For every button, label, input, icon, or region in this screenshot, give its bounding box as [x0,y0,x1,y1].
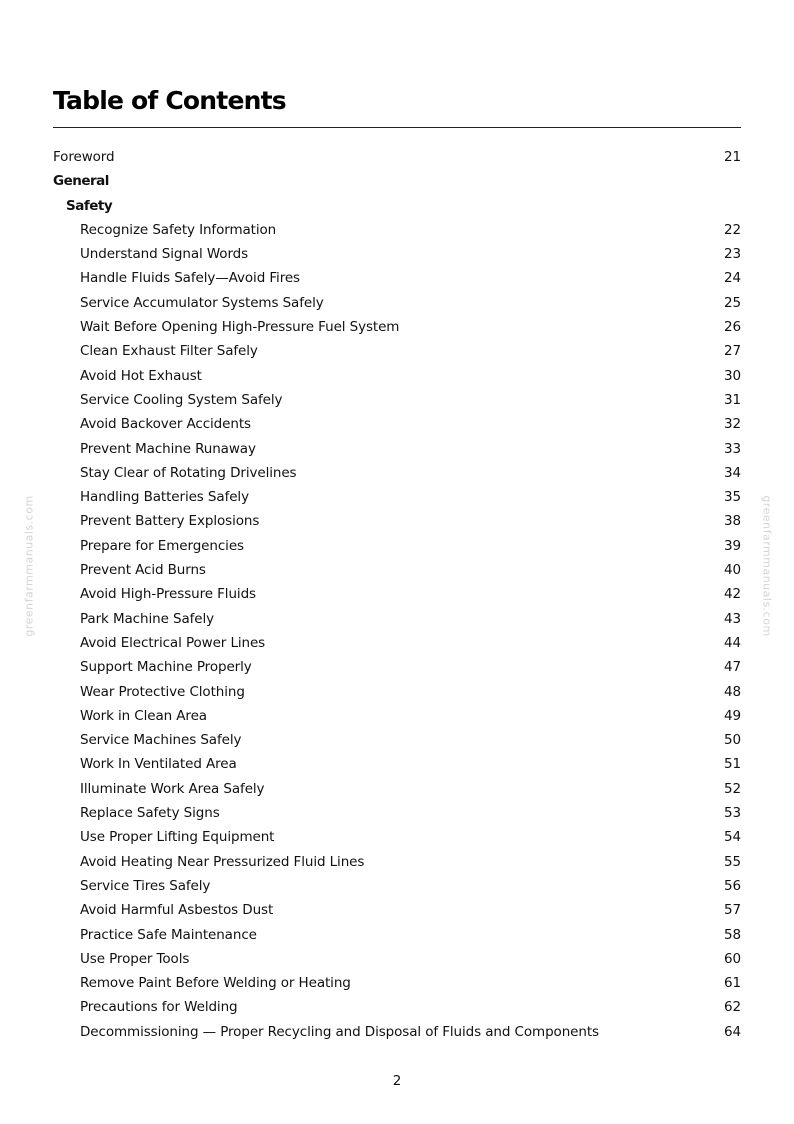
toc-entry[interactable] [53,194,741,218]
toc-entry-title: Avoid Heating Near Pressurized Fluid Lines [80,853,365,870]
toc-entry-page: 35 [724,489,741,506]
toc-entry-page: 57 [724,902,741,919]
toc-entry-title: Work In Ventilated Area [80,756,237,773]
title-divider [53,127,741,128]
toc-entry-page: 53 [724,805,741,822]
toc-entry-title: Clean Exhaust Filter Safely [80,343,258,360]
toc-entry-title: Recognize Safety Information [80,221,277,238]
toc-entry-title: Stay Clear of Rotating Drivelines [80,464,297,481]
toc-entry[interactable] [53,607,741,631]
toc-entry[interactable] [53,315,741,339]
toc-entry[interactable] [53,801,741,825]
toc-entry-title: Park Machine Safely [80,610,215,627]
toc-entry[interactable] [53,631,741,655]
toc-entry[interactable] [53,752,741,776]
toc-entry-title: Avoid Harmful Asbestos Dust [80,902,274,919]
toc-entry-page: 23 [724,246,741,263]
toc-entry[interactable] [53,825,741,849]
toc-entry[interactable] [53,266,741,290]
toc-entry-page: 40 [724,562,741,579]
toc-entry[interactable] [53,923,741,947]
toc-entry[interactable] [53,388,741,412]
toc-entry[interactable] [53,291,741,315]
toc-entry-title: Use Proper Lifting Equipment [80,829,275,846]
toc-entry-page: 50 [724,732,741,749]
toc-entry-page: 21 [724,149,741,165]
toc-entry-title: Practice Safe Maintenance [80,926,257,943]
toc-entry[interactable] [53,339,741,363]
toc-entry-title: Service Accumulator Systems Safely [80,294,324,311]
toc-entry-title: Prevent Acid Burns [80,562,206,579]
toc-entry[interactable] [53,898,741,922]
page-number: 2 [392,1073,402,1089]
toc-entry-page: 52 [724,780,741,797]
toc-entry-title: Work in Clean Area [80,707,207,724]
toc-entry-page: 38 [724,513,741,530]
toc-entry-title: Foreword [53,149,115,165]
toc-entry-title: Support Machine Properly [80,659,252,676]
toc-entry-title: Avoid High-Pressure Fluids [80,586,256,603]
toc-entry-title: Avoid Hot Exhaust [80,367,202,384]
toc-entry-page: 42 [724,586,741,603]
toc-entry[interactable] [53,728,741,752]
toc-entry-page: 58 [724,926,741,943]
toc-entry-page: 34 [724,464,741,481]
toc-entry-title: Remove Paint Before Welding or Heating [80,975,351,992]
toc-entry-page: 43 [724,610,741,627]
toc-list [53,145,741,1044]
toc-entry[interactable] [53,242,741,266]
toc-entry[interactable] [53,1020,741,1044]
toc-entry-title: Decommissioning — Proper Recycling and Disposal of Fluids and Components [80,1023,599,1040]
toc-entry-title: Wear Protective Clothing [80,683,245,700]
toc-entry[interactable] [53,509,741,533]
toc-entry[interactable] [53,218,741,242]
toc-entry-title: Service Cooling System Safely [80,391,283,408]
toc-entry-page: 44 [724,634,741,651]
toc-entry-title: Service Tires Safely [80,877,211,894]
toc-entry-title: Handling Batteries Safely [80,489,249,506]
toc-entry-page: 62 [724,999,741,1016]
toc-entry[interactable] [53,850,741,874]
toc-entry-page: 25 [724,294,741,311]
watermark-right: greenfarmmanuals.com [760,495,774,637]
toc-entry-page: 27 [724,343,741,360]
toc-entry-title: Precautions for Welding [80,999,238,1016]
toc-entry[interactable] [53,777,741,801]
toc-entry-title: Illuminate Work Area Safely [80,780,265,797]
toc-entry-page: 39 [724,537,741,554]
toc-entry[interactable] [53,558,741,582]
toc-entry[interactable] [53,412,741,436]
toc-entry-title: Avoid Electrical Power Lines [80,634,266,651]
toc-entry-title: Understand Signal Words [80,246,249,263]
toc-entry-page: 55 [724,853,741,870]
toc-entry[interactable] [53,169,741,193]
toc-entry-page: 31 [724,391,741,408]
toc-entry-title: Safety [66,197,113,214]
toc-entry-title: Prevent Machine Runaway [80,440,256,457]
toc-entry[interactable] [53,461,741,485]
toc-entry-page: 33 [724,440,741,457]
toc-entry[interactable] [53,534,741,558]
toc-entry-title: Replace Safety Signs [80,805,220,822]
toc-entry-title: General [53,173,109,190]
page-title: Table of Contents [53,86,286,115]
toc-entry-page: 26 [724,319,741,336]
toc-entry-page: 54 [724,829,741,846]
watermark-left: greenfarmmanuals.com [22,495,36,637]
toc-entry[interactable] [53,582,741,606]
toc-entry[interactable] [53,971,741,995]
toc-entry-page: 60 [724,950,741,967]
toc-entry[interactable] [53,874,741,898]
toc-entry[interactable] [53,364,741,388]
toc-entry[interactable] [53,485,741,509]
toc-entry[interactable] [53,437,741,461]
toc-entry-title: Prevent Battery Explosions [80,513,260,530]
toc-entry[interactable] [53,145,741,169]
toc-entry[interactable] [53,680,741,704]
toc-entry-page: 32 [724,416,741,433]
toc-entry-page: 24 [724,270,741,287]
toc-entry[interactable] [53,947,741,971]
toc-entry-title: Avoid Backover Accidents [80,416,251,433]
toc-entry-page: 51 [724,756,741,773]
toc-entry-title: Use Proper Tools [80,950,190,967]
toc-entry-page: 49 [724,707,741,724]
toc-entry-title: Wait Before Opening High-Pressure Fuel System [80,319,400,336]
toc-entry-page: 48 [724,683,741,700]
toc-entry[interactable] [53,995,741,1019]
toc-entry-page: 64 [724,1023,741,1040]
toc-entry-page: 47 [724,659,741,676]
toc-entry-page: 22 [724,221,741,238]
toc-entry-page: 56 [724,877,741,894]
toc-entry-page: 61 [724,975,741,992]
toc-entry[interactable] [53,704,741,728]
toc-entry-title: Service Machines Safely [80,732,242,749]
toc-entry[interactable] [53,655,741,679]
toc-entry-title: Handle Fluids Safely—Avoid Fires [80,270,300,287]
toc-entry-title: Prepare for Emergencies [80,537,244,554]
toc-entry-page: 30 [724,367,741,384]
